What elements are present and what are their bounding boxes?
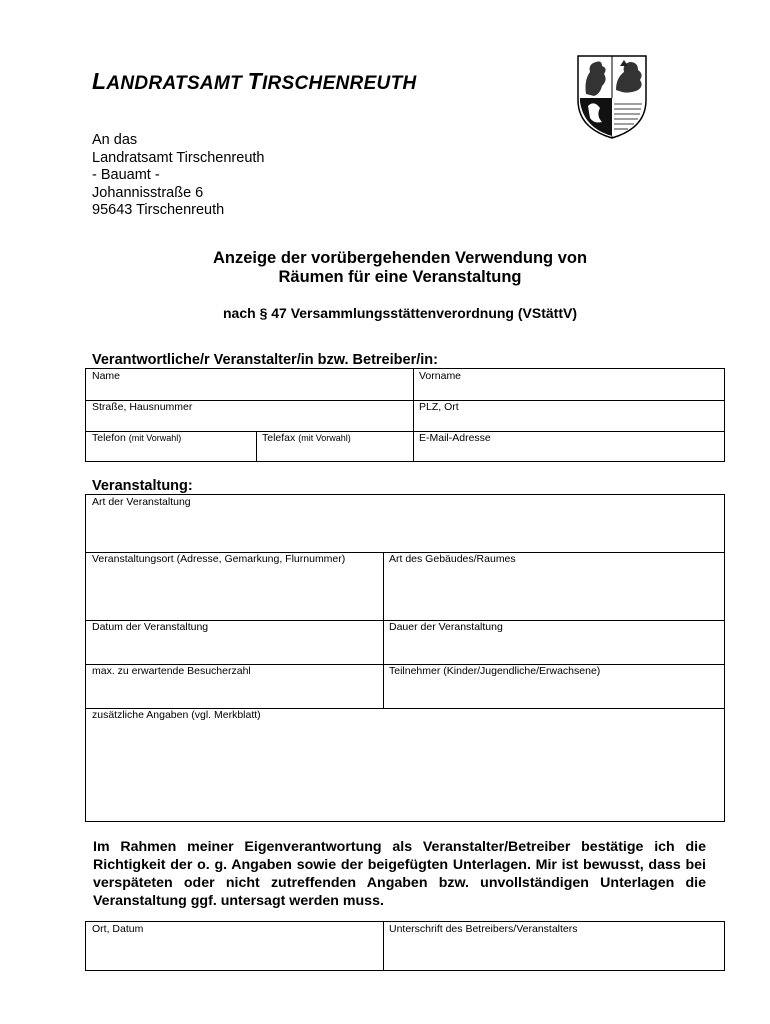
event-type-field[interactable] [86,495,191,508]
event-location-label: Veranstaltungsort (Adresse, Gemarkung, Flurnummer) [92,553,346,565]
event-date-field[interactable] [86,620,208,633]
title-initial-2: T [247,68,262,94]
heading-line-2: Räumen für eine Veranstaltung [278,268,522,286]
signature-table [85,921,725,971]
plz-ort-label: PLZ, Ort [419,401,459,413]
recipient-address [92,132,264,220]
street-field[interactable] [86,400,192,413]
divider [86,431,724,432]
building-type-field[interactable] [383,552,516,565]
address-line: An das [92,132,138,148]
address-line: - Bauamt - [92,167,160,183]
vorname-field[interactable] [413,369,461,382]
event-location-field[interactable] [86,552,345,565]
building-type-label: Art des Gebäudes/Raumes [389,553,516,565]
title-initial-1: L [92,68,107,94]
event-duration-field[interactable] [383,620,503,633]
event-table [85,494,725,822]
authority-title [92,68,417,95]
fax-note: (mit Vorwahl) [298,433,351,443]
document-heading [0,249,770,287]
event-section-label: Veranstaltung: [92,478,193,494]
participants-field[interactable] [383,664,600,677]
street-label: Straße, Hausnummer [92,401,193,413]
phone-field[interactable] [86,431,181,444]
heading-line-1: Anzeige der vorübergehenden Verwendung von [212,249,588,267]
address-line: Johannisstraße 6 [92,184,204,201]
title-rest-1: ANDRATSAMT [106,73,242,94]
divider [413,369,414,461]
organizer-section-label: Verantwortliche/r Veranstalter/in bzw. Betreiber/in: [92,352,438,368]
event-date-label: Datum der Veranstaltung [92,621,209,633]
address-line: 95643 Tirschenreuth [92,202,225,218]
email-field[interactable] [413,431,491,444]
vorname-label: Vorname [419,370,462,382]
participants-label: Teilnehmer (Kinder/Jugendliche/Erwachsene) [389,665,601,677]
signature-field[interactable] [383,922,578,935]
place-date-label: Ort, Datum [92,923,144,935]
additional-info-field[interactable] [86,708,261,721]
email-label: E-Mail-Adresse [419,432,491,444]
fax-label: Telefax [262,432,296,444]
phone-label: Telefon [92,432,126,444]
visitor-count-label: max. zu erwartende Besucherzahl [92,665,251,677]
address-line: Landratsamt Tirschenreuth [92,149,265,166]
signature-label: Unterschrift des Betreibers/Veranstalters [389,923,578,935]
event-type-label: Art der Veranstaltung [92,496,191,508]
coat-of-arms-icon [572,50,652,140]
title-rest-2: IRSCHENREUTH [261,73,417,94]
name-label: Name [92,370,121,382]
additional-info-label: zusätzliche Angaben (vgl. Merkblatt) [92,709,261,721]
plz-ort-field[interactable] [413,400,459,413]
organizer-table [85,368,725,462]
place-date-field[interactable] [86,922,143,935]
visitor-count-field[interactable] [86,664,251,677]
phone-note: (mit Vorwahl) [128,433,182,443]
event-duration-label: Dauer der Veranstaltung [389,621,503,633]
fax-field[interactable] [256,431,351,444]
name-field[interactable] [86,369,120,382]
document-subheading: nach § 47 Versammlungsstättenverordnung (VStättV) [223,305,577,321]
declaration-text: Im Rahmen meiner Eigenverantwortung als Veranstalter/Betreiber bestätige ich die Richtigkeit der o. g. Angaben sowie der beigefügten Unterlagen. Mir ist bewusst, dass bei verspäteten oder nicht zutreffenden Angaben bzw. unvollständigen Unterlagen die Veranstaltung ggf. untersagt werden muss. [93,839,706,909]
